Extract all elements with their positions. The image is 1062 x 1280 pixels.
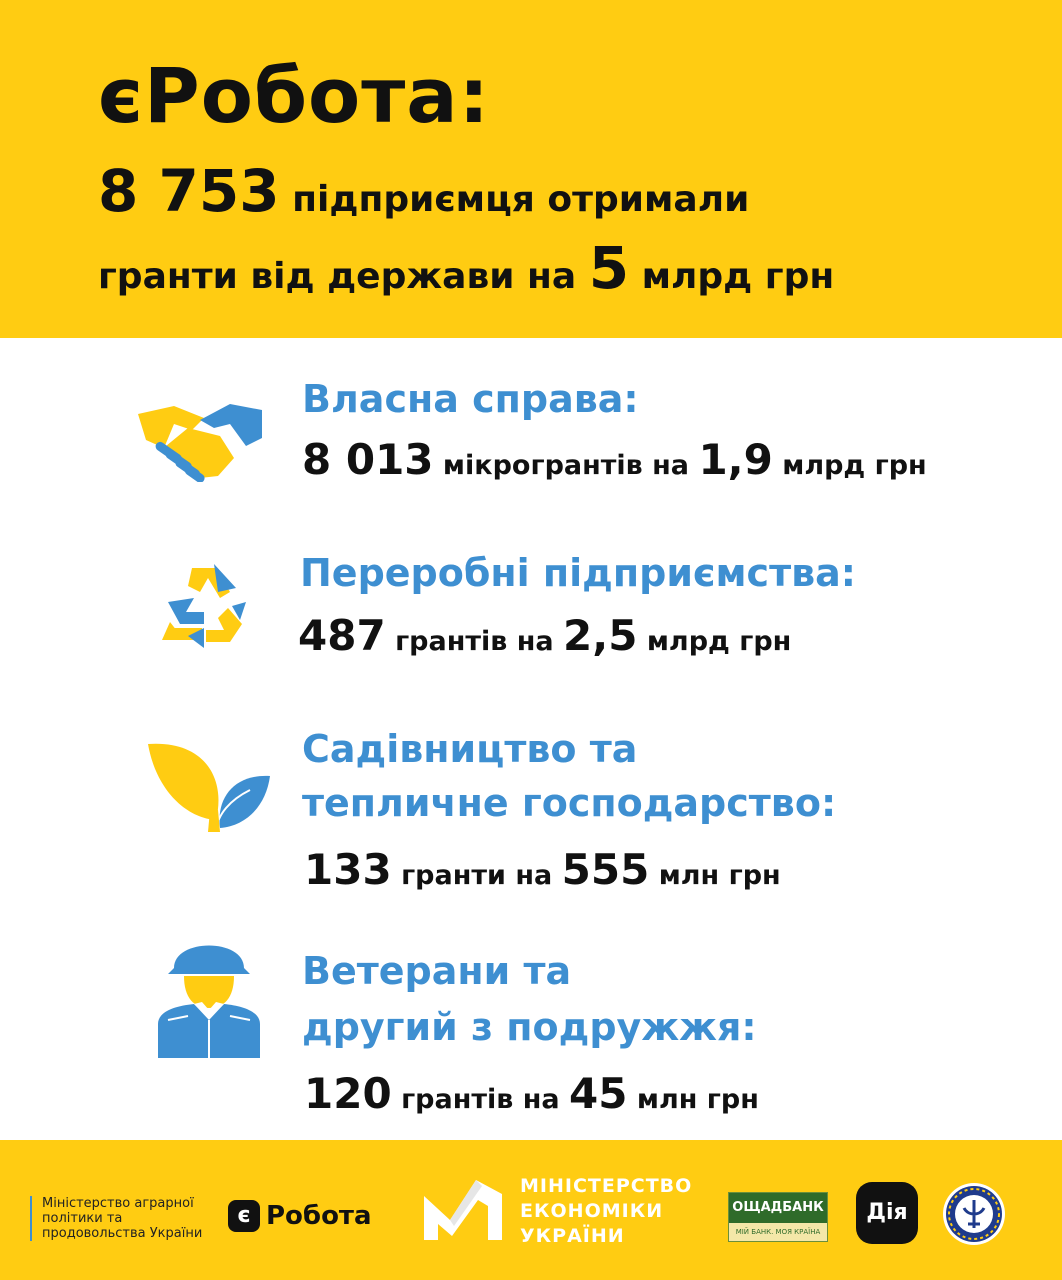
section-stat-processing bbox=[298, 606, 791, 675]
section-title-veterans-1: Ветерани та bbox=[302, 949, 572, 993]
stat-number: 8 013 bbox=[302, 435, 434, 484]
brand-title: єРобота: bbox=[98, 51, 490, 140]
leaves-icon bbox=[146, 740, 272, 836]
stat-unit: млн грн bbox=[649, 860, 781, 891]
stat-amount: 555 bbox=[561, 845, 650, 894]
recycle-icon bbox=[158, 562, 250, 648]
headline-unit: млрд грн bbox=[629, 256, 835, 297]
ministry-econ-text bbox=[520, 1174, 692, 1249]
ministry-agri-logo: Міністерство аграрної політики та продовольства України bbox=[30, 1196, 220, 1241]
robota-word: Робота bbox=[266, 1201, 372, 1231]
section-stat-gardening bbox=[304, 840, 781, 909]
ministry-econ-line-2: ЕКОНОМІКИ bbox=[520, 1200, 664, 1222]
stat-text: грантів на bbox=[391, 1084, 570, 1115]
ministry-econ-line-1: МІНІСТЕРСТВО bbox=[520, 1175, 693, 1197]
stat-unit: млрд грн bbox=[772, 450, 927, 481]
headline-count: 8 753 bbox=[98, 157, 280, 225]
headline-text-b: гранти від держави на bbox=[98, 256, 589, 297]
header-banner bbox=[0, 0, 1062, 338]
section-title-gardening-1: Садівництво та bbox=[302, 727, 638, 771]
stat-number: 487 bbox=[298, 611, 386, 660]
stat-text: мікрогрантів на bbox=[433, 450, 699, 481]
stat-amount: 1,9 bbox=[698, 435, 773, 484]
footer-logos bbox=[0, 1140, 1062, 1280]
stat-amount: 2,5 bbox=[563, 611, 638, 660]
robota-logo bbox=[228, 1198, 372, 1234]
stat-number: 120 bbox=[304, 1069, 392, 1118]
ministry-econ-line-3: УКРАЇНИ bbox=[520, 1225, 625, 1247]
section-title-veterans-2: другий з подружжя: bbox=[302, 1005, 757, 1049]
diia-logo: Дія bbox=[856, 1182, 918, 1244]
ministry-econ-emblem-icon bbox=[420, 1174, 506, 1244]
section-stat-veterans bbox=[304, 1064, 759, 1133]
section-title-processing: Переробні підприємства: bbox=[300, 551, 856, 595]
section-title-own-business: Власна справа: bbox=[302, 377, 639, 421]
soldier-icon bbox=[154, 928, 264, 1060]
oshchadbank-slogan: МІЙ БАНК. МОЯ КРАЇНА bbox=[729, 1223, 827, 1241]
handshake-icon bbox=[134, 398, 266, 482]
headline bbox=[98, 157, 998, 314]
stat-unit: млн грн bbox=[627, 1084, 759, 1115]
oshchadbank-logo bbox=[728, 1192, 828, 1242]
section-stat-own-business bbox=[302, 430, 927, 499]
stat-amount: 45 bbox=[569, 1069, 628, 1118]
headline-text-a: підприємця отримали bbox=[279, 179, 750, 220]
headline-amount: 5 bbox=[588, 234, 630, 302]
section-title-gardening-2: тепличне господарство: bbox=[302, 781, 837, 825]
stat-text: грантів на bbox=[385, 626, 564, 657]
stat-text: гранти на bbox=[391, 860, 562, 891]
oshchadbank-name: ОЩАДБАНК bbox=[732, 1200, 824, 1215]
employment-service-seal-icon bbox=[942, 1182, 1006, 1246]
stat-unit: млрд грн bbox=[637, 626, 792, 657]
robota-e-badge: є bbox=[228, 1200, 260, 1232]
stat-number: 133 bbox=[304, 845, 392, 894]
